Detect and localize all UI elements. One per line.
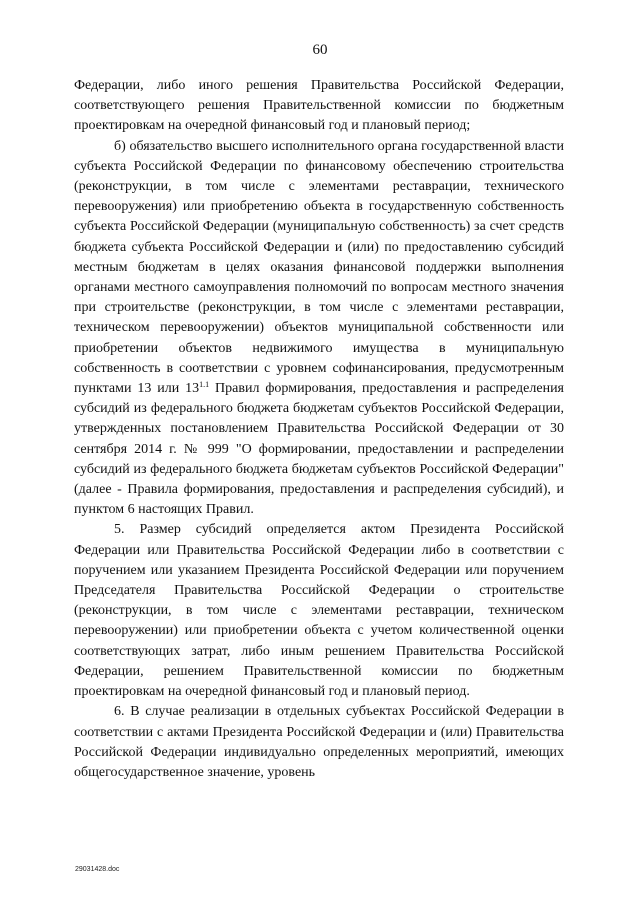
- paragraph: Федерации, либо иного решения Правительства Российской Федерации, соответствующего решения Правительственной комиссии по бюджетным проектировкам на очередной финансовый год и плановый период;: [74, 78, 564, 134]
- superscript: 1.1: [199, 380, 210, 390]
- page-number: 60: [312, 42, 328, 58]
- paragraph: 5. Размер субсидий определяется актом Президента Российской Федерации или Правительства Российской Федерации либо в соответствии с поручением или указанием Президента Российской Федерации или поручением Председателя Правительства Российской Федерации о строительстве (реконструкции, в том числе с элементами реставрации, техническом перевооружении) или приобретении объекта с учетом количественной оценки соответствующих затрат, либо иным решением Правительства Российской Федерации, решением Правительственной комиссии по бюджетным проектировкам на очередной финансовый год и плановый период.: [74, 522, 564, 700]
- footer-filename: 29031428.doc: [75, 866, 120, 873]
- paragraph: 6. В случае реализации в отдельных субъектах Российской Федерации в соответствии с актами Президента Российской Федерации и (или) Правительства Российской Федерации индивидуально определенных мероприятий, имеющих общегосударственное значение, уровень: [74, 704, 564, 780]
- document-body: [74, 76, 564, 783]
- paragraph-text: Правил формирования, предоставления и распределения субсидий из федерального бюджета бюджетам субъектов Российской Федерации, утвержденных постановлением Правительства Российской Федерации от 30 сентября 2014 г. № 999 "О формировании, предоставлении и распределении субсидий из федерального бюджета бюджетам субъектов Российской Федерации" (далее - Правила формирования, предоставления и распределения субсидий), и пунктом 6 настоящих Правил.: [74, 381, 564, 518]
- paragraph: [74, 137, 564, 521]
- paragraph-text: б) обязательство высшего исполнительного органа государственной власти субъекта Российской Федерации по финансовому обеспечению строительства (реконструкции, в том числе с элементами реставрации, технического перевооружения) или приобретению объекта в государственную собственность субъекта Российской Федерации (муниципальную собственность) за счет средств бюджета субъекта Российской Федерации и (или) по предоставлению субсидий местным бюджетам в целях оказания финансовой поддержки выполнения органами местного самоуправления полномочий по вопросам местного значения при строительстве (реконструкции, в том числе с элементами реставрации, техническом перевооружении) объектов муниципальной собственности или приобретении объектов недвижимого имущества в муниципальную собственность в соответствии с уровнем софинансирования, предусмотренным пунктами 13 или 13: [74, 138, 564, 397]
